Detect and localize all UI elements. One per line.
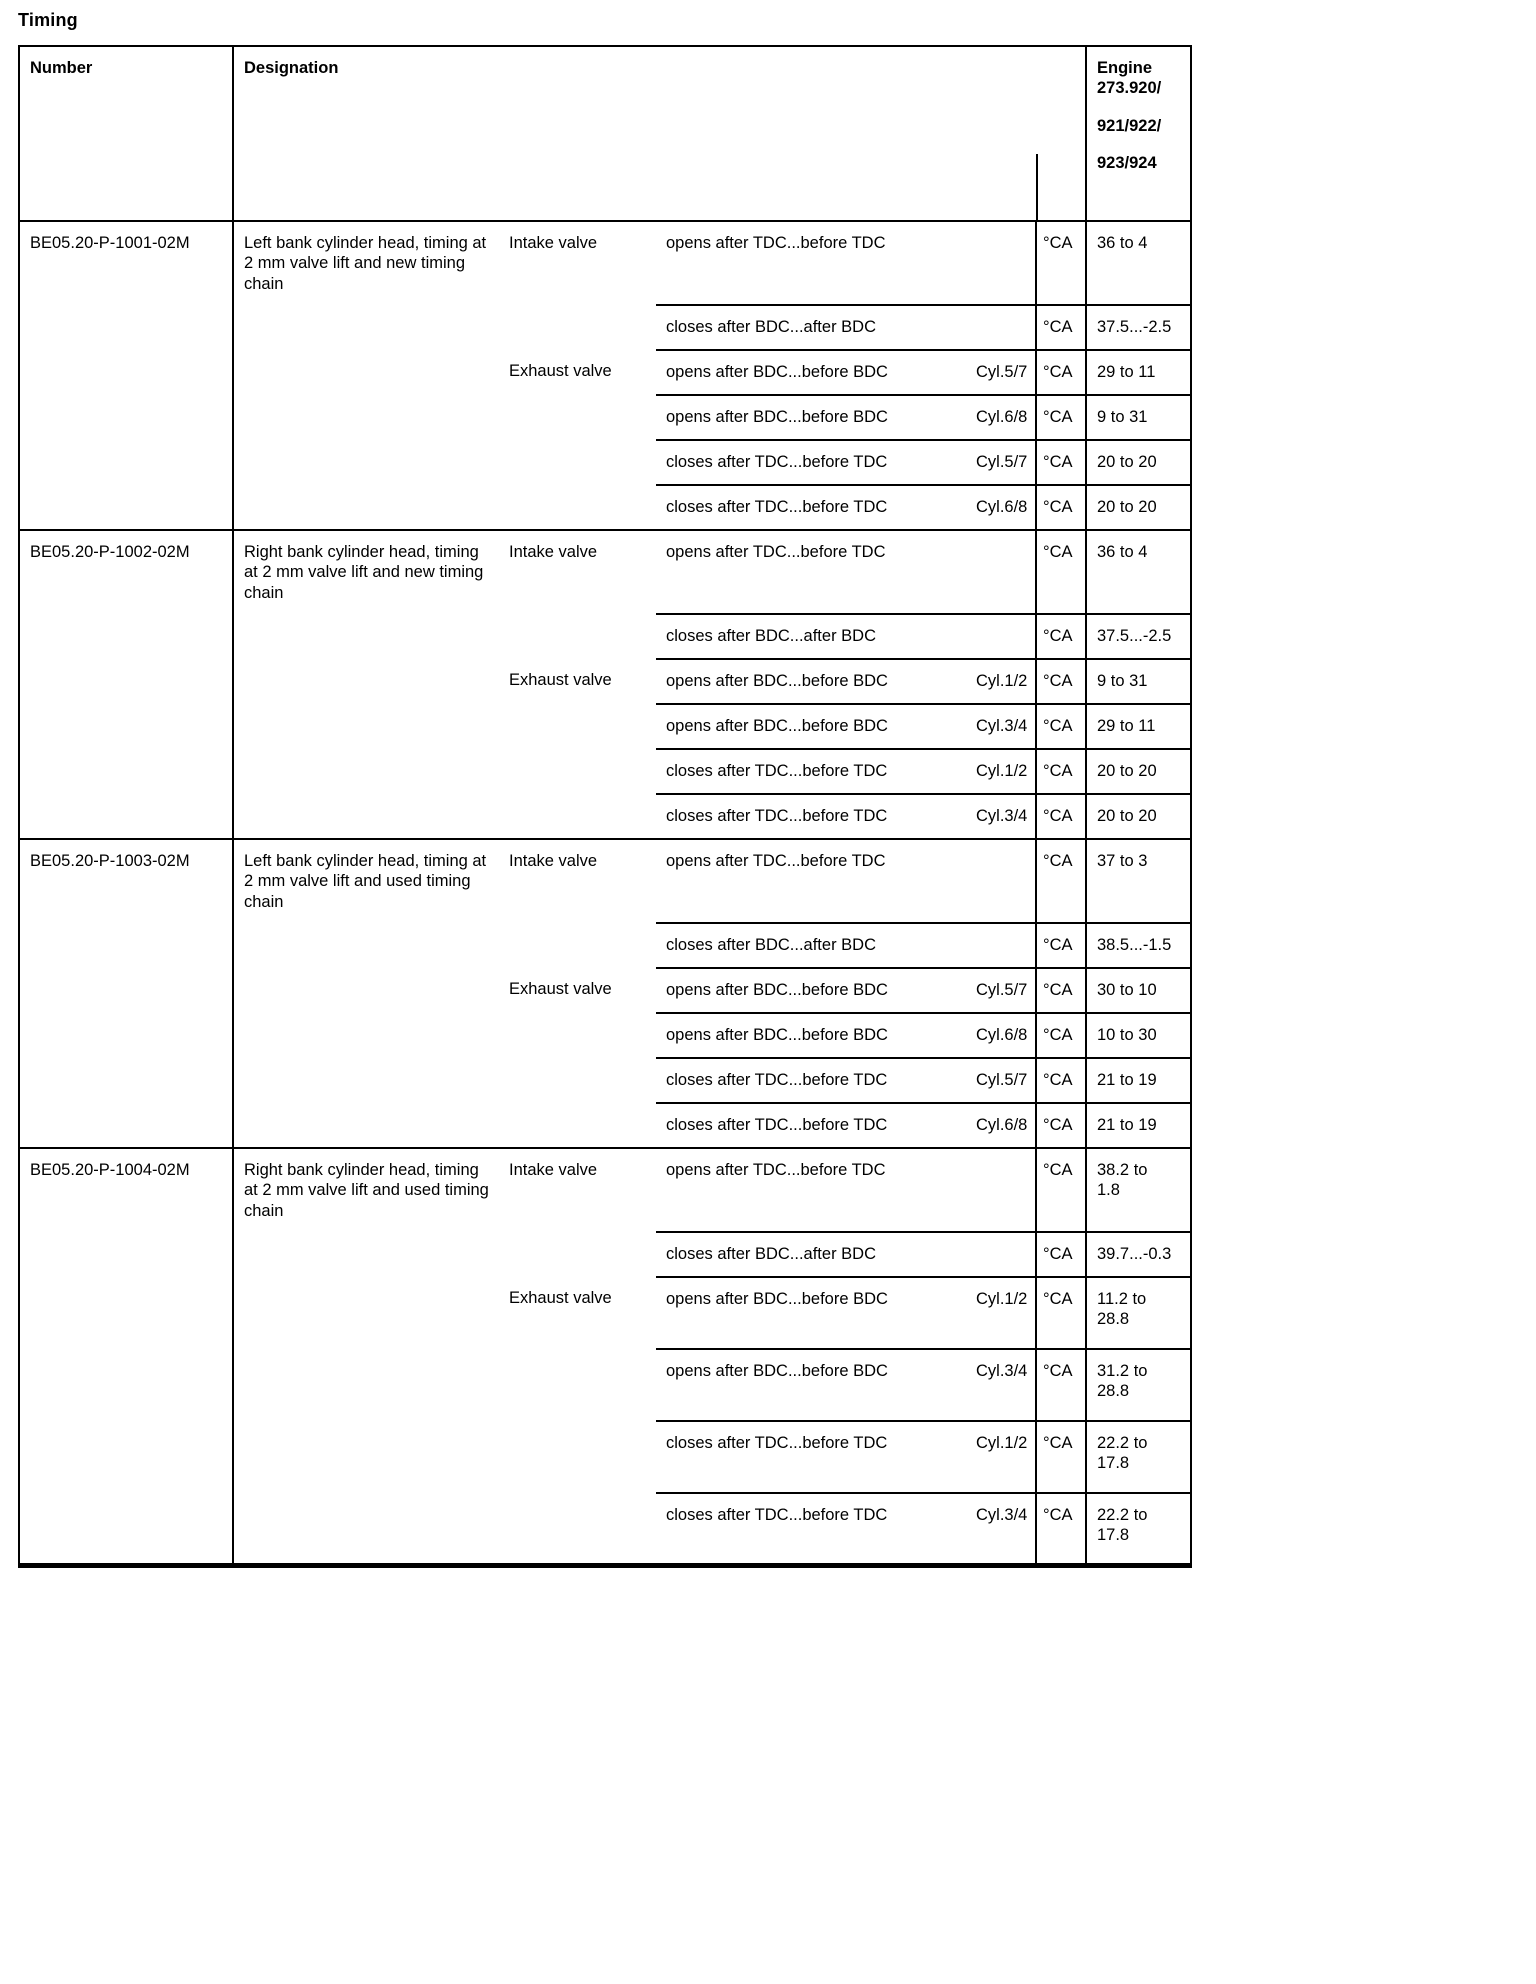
cyl-cell: Cyl.3/4	[966, 1493, 1036, 1565]
valve-cell	[499, 485, 656, 530]
value-cell: 22.2 to 17.8	[1086, 1421, 1191, 1493]
valve-cell	[499, 305, 656, 350]
unit-cell: °CA	[1036, 923, 1086, 968]
spec-cell: opens after BDC...before BDC	[656, 1349, 966, 1421]
value-cell: 38.2 to 1.8	[1086, 1148, 1191, 1232]
valve-cell	[499, 1232, 656, 1277]
cyl-cell: Cyl.5/7	[966, 350, 1036, 395]
engine-header-line: Engine	[1097, 59, 1153, 77]
spec-cell: opens after BDC...before BDC	[656, 350, 966, 395]
unit-cell: °CA	[1036, 1148, 1086, 1232]
spec-cell: closes after BDC...after BDC	[656, 305, 966, 350]
value-cell: 22.2 to 17.8	[1086, 1493, 1191, 1565]
spec-cell: closes after TDC...before TDC	[656, 1493, 966, 1565]
header-number: Number	[19, 46, 233, 221]
engine-header-line: 273.920/	[1097, 79, 1162, 98]
value-cell: 9 to 31	[1086, 659, 1191, 704]
page-title: Timing	[18, 10, 78, 30]
header-unit-column	[1036, 46, 1086, 221]
value-cell: 21 to 19	[1086, 1103, 1191, 1148]
unit-cell: °CA	[1036, 1013, 1086, 1058]
spec-cell: opens after BDC...before BDC	[656, 395, 966, 440]
spec-cell: closes after BDC...after BDC	[656, 614, 966, 659]
spec-cell: opens after TDC...before TDC	[656, 1148, 966, 1232]
designation-cell: Right bank cylinder head, timing at 2 mm valve lift and used timing chain	[233, 1148, 499, 1565]
table-row	[19, 221, 1191, 305]
cyl-cell	[966, 923, 1036, 968]
unit-cell: °CA	[1036, 1058, 1086, 1103]
unit-cell: °CA	[1036, 350, 1086, 395]
cyl-cell: Cyl.3/4	[966, 1349, 1036, 1421]
unit-cell: °CA	[1036, 839, 1086, 923]
valve-cell: Intake valve	[499, 530, 656, 614]
value-cell: 10 to 30	[1086, 1013, 1191, 1058]
table-body	[19, 221, 1191, 1565]
timing-table	[18, 45, 1192, 1568]
cyl-cell	[966, 530, 1036, 614]
value-cell: 38.5...-1.5	[1086, 923, 1191, 968]
valve-cell	[499, 614, 656, 659]
spec-cell: opens after BDC...before BDC	[656, 968, 966, 1013]
cyl-cell	[966, 305, 1036, 350]
spec-cell: closes after TDC...before TDC	[656, 1103, 966, 1148]
valve-cell: Exhaust valve	[509, 362, 612, 380]
cyl-cell: Cyl.6/8	[966, 395, 1036, 440]
header-designation: Designation	[244, 59, 339, 77]
unit-cell: °CA	[1036, 305, 1086, 350]
valve-cell	[499, 1103, 656, 1148]
spec-cell: opens after BDC...before BDC	[656, 1277, 966, 1349]
spec-cell: closes after TDC...before TDC	[656, 1058, 966, 1103]
unit-cell: °CA	[1036, 395, 1086, 440]
table-row	[19, 530, 1191, 614]
value-cell: 37 to 3	[1086, 839, 1191, 923]
cyl-cell: Cyl.1/2	[966, 749, 1036, 794]
spec-cell: closes after TDC...before TDC	[656, 749, 966, 794]
spec-cell: closes after BDC...after BDC	[656, 923, 966, 968]
value-cell: 11.2 to 28.8	[1086, 1277, 1191, 1349]
valve-cell	[499, 794, 656, 839]
unit-cell: °CA	[1036, 1277, 1086, 1349]
engine-header-line: 923/924	[1097, 154, 1157, 173]
cyl-cell: Cyl.5/7	[966, 968, 1036, 1013]
valve-cell	[499, 923, 656, 968]
value-cell: 36 to 4	[1086, 530, 1191, 614]
valve-cell: Intake valve	[499, 221, 656, 305]
valve-cell	[499, 1493, 656, 1565]
cyl-cell	[966, 1148, 1036, 1232]
cyl-cell: Cyl.5/7	[966, 1058, 1036, 1103]
spec-cell: opens after TDC...before TDC	[656, 221, 966, 305]
unit-cell: °CA	[1036, 221, 1086, 305]
value-cell: 21 to 19	[1086, 1058, 1191, 1103]
spec-cell: opens after BDC...before BDC	[656, 1013, 966, 1058]
spec-cell: opens after BDC...before BDC	[656, 659, 966, 704]
valve-cell	[499, 1013, 656, 1058]
cyl-cell: Cyl.6/8	[966, 1013, 1036, 1058]
valve-cell	[499, 704, 656, 749]
unit-cell: °CA	[1036, 794, 1086, 839]
spec-cell: opens after BDC...before BDC	[656, 704, 966, 749]
valve-cell	[499, 395, 656, 440]
unit-cell: °CA	[1036, 659, 1086, 704]
unit-cell: °CA	[1036, 704, 1086, 749]
value-cell: 20 to 20	[1086, 440, 1191, 485]
number-cell: BE05.20-P-1004-02M	[19, 1148, 233, 1565]
value-cell: 37.5...-2.5	[1086, 305, 1191, 350]
valve-cell: Intake valve	[499, 1148, 656, 1232]
value-cell: 20 to 20	[1086, 794, 1191, 839]
unit-cell: °CA	[1036, 440, 1086, 485]
spec-cell: opens after TDC...before TDC	[656, 839, 966, 923]
cyl-cell: Cyl.3/4	[966, 704, 1036, 749]
value-cell: 29 to 11	[1086, 704, 1191, 749]
valve-cell	[499, 749, 656, 794]
value-cell: 37.5...-2.5	[1086, 614, 1191, 659]
value-cell: 36 to 4	[1086, 221, 1191, 305]
spec-cell: closes after TDC...before TDC	[656, 440, 966, 485]
valve-cell: Exhaust valve	[509, 980, 612, 998]
table-row	[19, 1148, 1191, 1232]
valve-cell: Exhaust valve	[509, 671, 612, 689]
number-cell: BE05.20-P-1003-02M	[19, 839, 233, 1148]
spec-cell: closes after TDC...before TDC	[656, 1421, 966, 1493]
unit-cell: °CA	[1036, 968, 1086, 1013]
header-engine	[1086, 46, 1191, 221]
unit-cell: °CA	[1036, 530, 1086, 614]
column-divider	[1036, 154, 1038, 220]
cyl-cell: Cyl.1/2	[966, 1421, 1036, 1493]
cyl-cell: Cyl.5/7	[966, 440, 1036, 485]
valve-cell	[499, 1349, 656, 1421]
value-cell: 20 to 20	[1086, 485, 1191, 530]
cyl-cell: Cyl.6/8	[966, 485, 1036, 530]
valve-cell: Exhaust valve	[509, 1289, 612, 1307]
unit-cell: °CA	[1036, 485, 1086, 530]
designation-cell: Left bank cylinder head, timing at 2 mm valve lift and new timing chain	[233, 221, 499, 530]
valve-cell: Intake valve	[499, 839, 656, 923]
cyl-cell	[966, 1232, 1036, 1277]
value-cell: 31.2 to 28.8	[1086, 1349, 1191, 1421]
unit-cell: °CA	[1036, 614, 1086, 659]
valve-cell	[499, 1421, 656, 1493]
spec-cell: closes after BDC...after BDC	[656, 1232, 966, 1277]
value-cell: 39.7...-0.3	[1086, 1232, 1191, 1277]
value-cell: 30 to 10	[1086, 968, 1191, 1013]
unit-cell: °CA	[1036, 1349, 1086, 1421]
value-cell: 20 to 20	[1086, 749, 1191, 794]
cyl-cell: Cyl.1/2	[966, 659, 1036, 704]
unit-cell: °CA	[1036, 1421, 1086, 1493]
number-cell: BE05.20-P-1001-02M	[19, 221, 233, 530]
spec-cell: closes after TDC...before TDC	[656, 794, 966, 839]
cyl-cell	[966, 839, 1036, 923]
number-cell: BE05.20-P-1002-02M	[19, 530, 233, 839]
header-row	[19, 46, 1191, 221]
cyl-cell: Cyl.3/4	[966, 794, 1036, 839]
table-header	[19, 46, 1191, 221]
designation-cell: Left bank cylinder head, timing at 2 mm valve lift and used timing chain	[233, 839, 499, 1148]
value-cell: 29 to 11	[1086, 350, 1191, 395]
cyl-cell	[966, 221, 1036, 305]
valve-cell	[499, 1058, 656, 1103]
valve-cell	[499, 440, 656, 485]
engine-header-line: 921/922/	[1097, 116, 1162, 135]
unit-cell: °CA	[1036, 1493, 1086, 1565]
cyl-cell: Cyl.6/8	[966, 1103, 1036, 1148]
unit-cell: °CA	[1036, 1232, 1086, 1277]
cyl-cell: Cyl.1/2	[966, 1277, 1036, 1349]
value-cell: 9 to 31	[1086, 395, 1191, 440]
spec-cell: closes after TDC...before TDC	[656, 485, 966, 530]
unit-cell: °CA	[1036, 1103, 1086, 1148]
unit-cell: °CA	[1036, 749, 1086, 794]
spec-cell: opens after TDC...before TDC	[656, 530, 966, 614]
cyl-cell	[966, 614, 1036, 659]
designation-cell: Right bank cylinder head, timing at 2 mm valve lift and new timing chain	[233, 530, 499, 839]
table-row	[19, 839, 1191, 923]
